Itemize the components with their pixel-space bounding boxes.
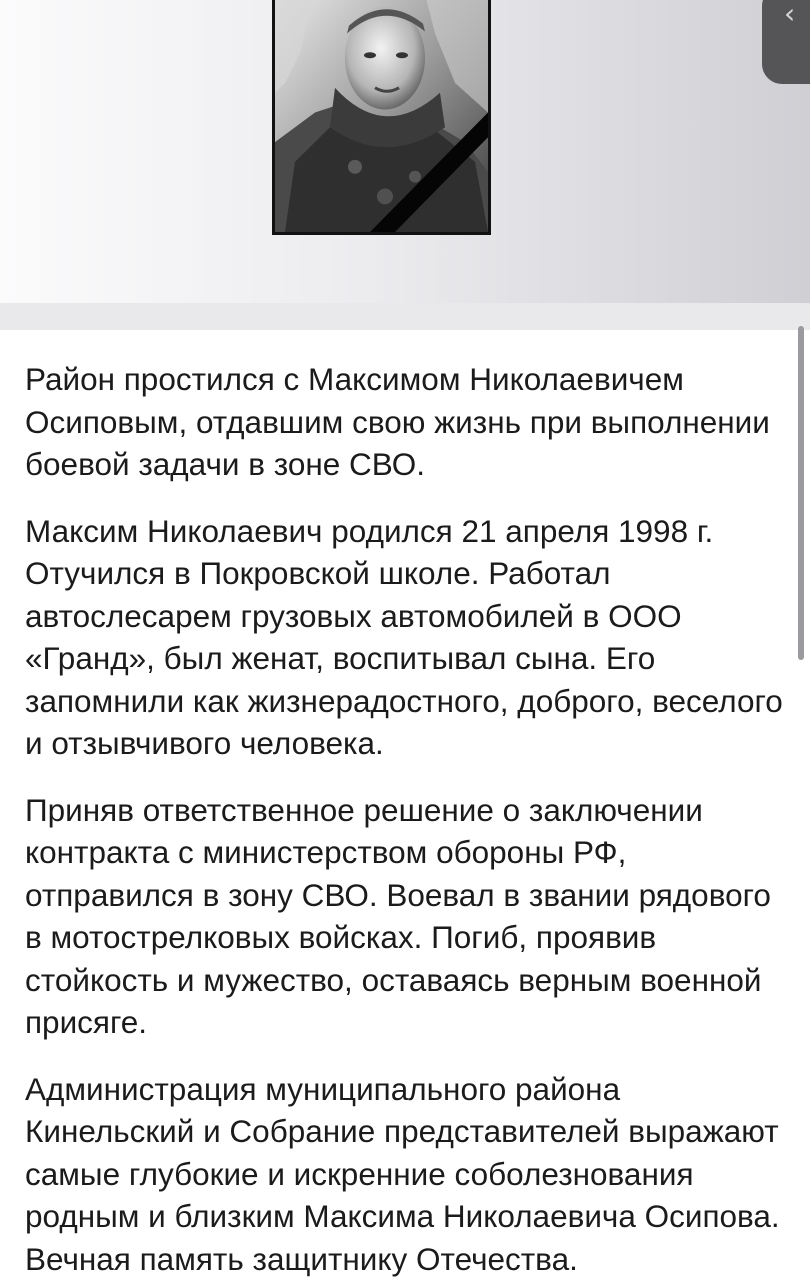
memorial-photo[interactable] xyxy=(272,0,491,235)
scroll-indicator[interactable] xyxy=(798,326,804,660)
article-paragraph: Администрация муниципального района Кинельский и Собрание представителей выражают самые глубокие и искренние соболезнования родным и близким Максима Николаевича Осипова. Вечная память защитнику Отечества. xyxy=(25,1070,780,1277)
chevron-icon: ‹ xyxy=(784,0,796,30)
portrait-photo-icon xyxy=(275,0,488,232)
article-body xyxy=(25,358,785,1280)
article-paragraph: Приняв ответственное решение о заключении контракта с министерством обороны РФ, отправился в зону СВО. Воевал в звании рядового в мотострелковых войсках. Погиб, проявив стойкость и мужество, оставаясь верным военной присяге. xyxy=(25,791,771,1040)
overlay-close-button[interactable] xyxy=(762,0,810,84)
article-paragraph: Район простился с Максимом Николаевичем Осиповым, отдавшим свою жизнь при выполнении боевой задачи в зоне СВО. xyxy=(25,361,770,482)
media-strip xyxy=(0,303,810,330)
article-paragraph: Максим Николаевич родился 21 апреля 1998 г. Отучился в Покровской школе. Работал автослесарем грузовых автомобилей в ООО «Гранд», был женат, воспитывал сына. Его запомнили как жизнерадостного, доброго, веселого и отзывчивого человека. xyxy=(25,512,783,761)
